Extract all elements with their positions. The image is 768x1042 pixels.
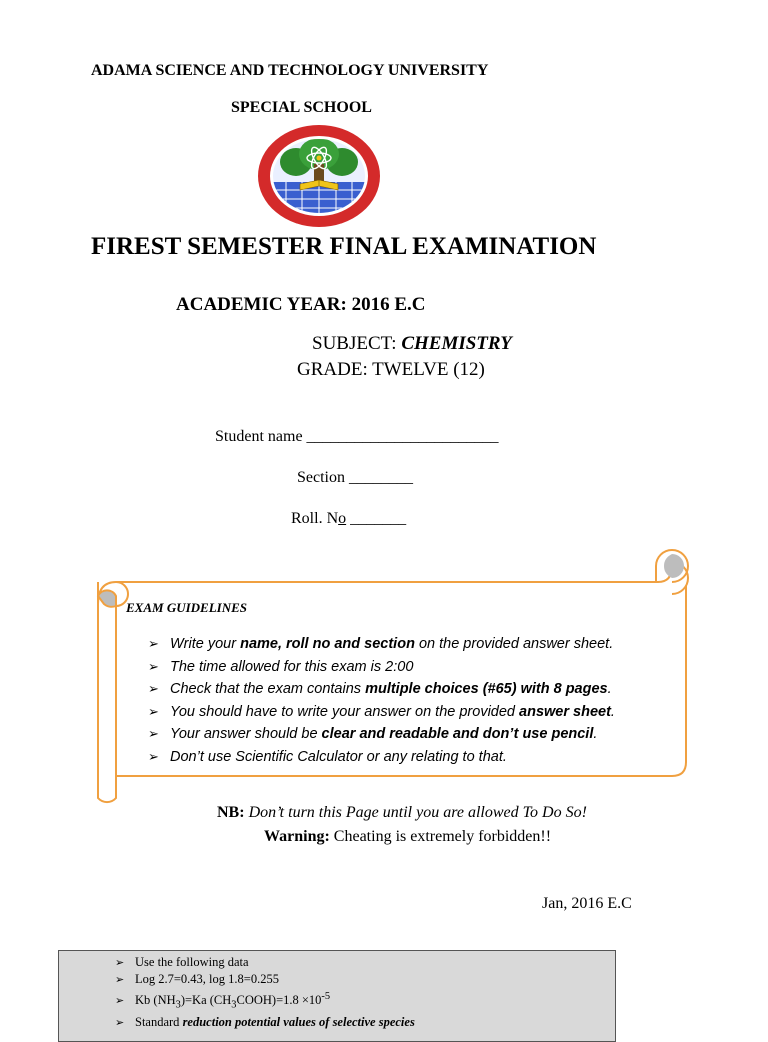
guideline-item: ➢ The time allowed for this exam is 2:00: [148, 656, 615, 679]
school-name: SPECIAL SCHOOL: [231, 99, 372, 116]
arrow-bullet-icon: ➢: [115, 957, 125, 969]
guideline-item: ➢ Check that the exam contains multiple choices (#65) with 8 pages.: [148, 678, 615, 701]
roll-line: _______: [346, 510, 407, 527]
data-item: ➢ Kb $(NH_3)=Ka$ $(CH_3COOH)=1.8 \times 10^{-5}$: [115, 990, 331, 1011]
roll-label: Roll. N: [291, 510, 339, 527]
nb-note: [217, 804, 587, 822]
guideline-item: ➢ Write your name, roll no and section on the provided answer sheet.: [148, 633, 615, 656]
arrow-bullet-icon: ➢: [148, 748, 159, 764]
arrow-bullet-icon: ➢: [148, 726, 159, 741]
guideline-item: ➢ Your answer should be clear and readable and don’t use pencil.: [148, 723, 615, 746]
guideline-item: ➢ Don’t use Scientific Calculator or any relating to that.: [148, 746, 615, 769]
nb-text: Don’t turn this Page until you are allowed To Do So!: [244, 804, 587, 821]
arrow-bullet-icon: ➢: [148, 703, 159, 719]
warning-note: [264, 828, 551, 846]
data-item: ➢ Standard reduction potential values of selective species: [115, 1014, 415, 1031]
data-item: ➢ Log 2.7=0.43, log 1.8=0.255: [115, 971, 415, 988]
arrow-bullet-icon: ➢: [115, 974, 125, 987]
nb-label: NB:: [217, 804, 245, 821]
grade: GRADE: TWELVE (12): [297, 359, 485, 380]
subject-value: CHEMISTRY: [401, 333, 512, 354]
guideline-item: ➢ You should have to write your answer on the provided answer sheet.: [148, 701, 615, 724]
warning-text: Cheating is extremely forbidden!!: [329, 828, 552, 845]
arrow-bullet-icon: ➢: [115, 994, 125, 1007]
university-seal-logo: [256, 124, 382, 228]
student-name-field: Student name ________________________: [215, 428, 499, 445]
roll-o: o: [338, 510, 347, 527]
arrow-bullet-icon: ➢: [115, 1016, 125, 1029]
subject-label: SUBJECT:: [312, 333, 402, 354]
arrow-bullet-icon: ➢: [148, 658, 159, 674]
guidelines-list: [148, 633, 615, 768]
university-name: ADAMA SCIENCE AND TECHNOLOGY UNIVERSITY: [91, 62, 489, 79]
subject: [312, 333, 512, 355]
arrow-bullet-icon: ➢: [148, 636, 159, 651]
data-list: [115, 954, 415, 1031]
exam-title: FIREST SEMESTER FINAL EXAMINATION: [91, 233, 597, 260]
roll-number-field: [291, 510, 406, 528]
section-field: Section ________: [297, 469, 413, 486]
exam-date: Jan, 2016 E.C: [542, 895, 632, 912]
warning-label: Warning:: [264, 828, 330, 845]
academic-year: ACADEMIC YEAR: 2016 E.C: [176, 294, 426, 315]
arrow-bullet-icon: ➢: [148, 681, 159, 696]
data-item: ➢ Use the following data: [115, 954, 415, 971]
guidelines-title: EXAM GUIDELINES: [126, 600, 248, 615]
